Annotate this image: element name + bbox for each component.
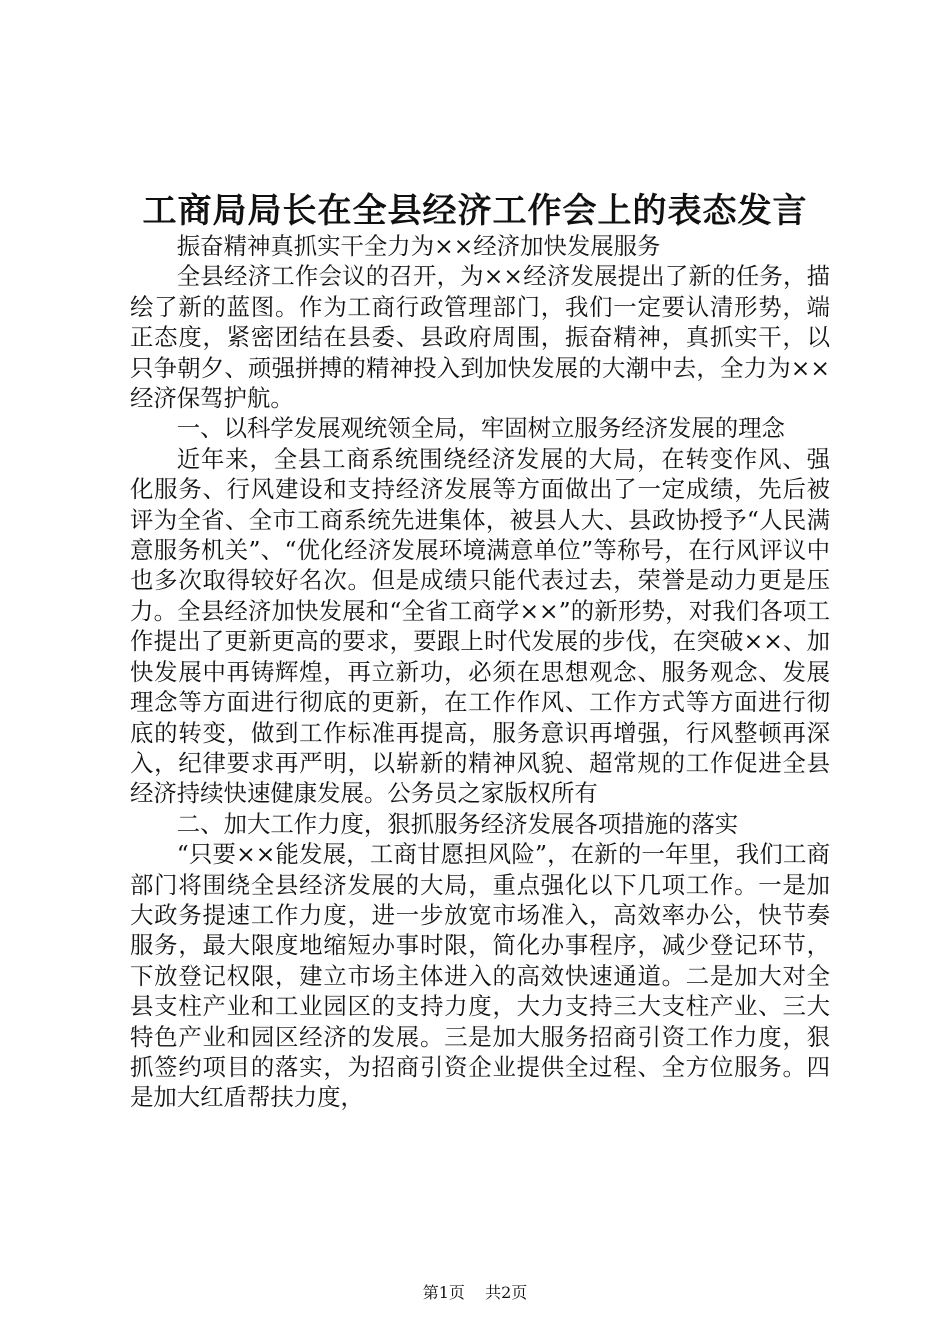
body-paragraph: “只要××能发展，工商甘愿担风险”，在新的一年里，我们工商部门将围绕全县经济发展的大局，重点强化以下几项工作。一是加大政务提速工作力度，进一步放宽市场准入，高效率办公，快节奏服务，最大限度地缩短办事时限，简化办事程序，减少登记环节，下放登记权限，建立市场主体进入的高效快速通道。二是加大对全县支柱产业和工业园区的支持力度，大力支持三大支柱产业、三大特色产业和园区经济的发展。三是加大服务招商引资工作力度，狠抓签约项目的落实，为招商引资企业提供全过程、全方位服务。四是加大红盾帮扶力度， [130, 840, 830, 1112]
subtitle-paragraph: 振奋精神真抓实干全力为××经济加快发展服务 [176, 232, 661, 260]
page-number: 第1页 [422, 1283, 465, 1302]
page-total: 共2页 [485, 1283, 528, 1302]
section-heading: 一、以科学发展观统领全局，牢固树立服务经济发展的理念 [176, 414, 785, 443]
section-heading: 二、加大工作力度，狠抓服务经济发展各项措施的落实 [176, 809, 739, 838]
document-title: 工商局局长在全县经济工作会上的表态发言 [142, 191, 808, 231]
body-paragraph: 近年来，全县工商系统围绕经济发展的大局，在转变作风、强化服务、行风建设和支持经济发展等方面做出了一定成绩，先后被评为全省、全市工商系统先进集体，被县人大、县政协授予“人民满意服务机关”、“优化经济发展环境满意单位”等称号，在行风评议中也多次取得较好名次。但是成绩只能代表过去，荣誉是动力更是压力。全县经济加快发展和“全省工商学××”的新形势，对我们各项工作提出了更新更高的要求，要跟上时代发展的步伐，在突破××、加快发展中再铸辉煌，再立新功，必须在思想观念、服务观念、发展理念等方面进行彻底的更新，在工作作风、工作方式等方面进行彻底的转变，做到工作标准再提高，服务意识再增强，行风整顿再深入，纪律要求再严明，以崭新的精神风貌、超常规的工作促进全县经济持续快速健康发展。公务员之家版权所有 [130, 444, 830, 808]
page-footer [0, 1283, 950, 1303]
document-body [130, 231, 830, 1113]
body-paragraph: 全县经济工作会议的召开，为××经济发展提出了新的任务，描绘了新的蓝图。作为工商行政管理部门，我们一定要认清形势，端正态度，紧密团结在县委、县政府周围，振奋精神，真抓实干，以只争朝夕、顽强拼搏的精神投入到加快发展的大潮中去，全力为××经济保驾护航。 [130, 262, 830, 413]
